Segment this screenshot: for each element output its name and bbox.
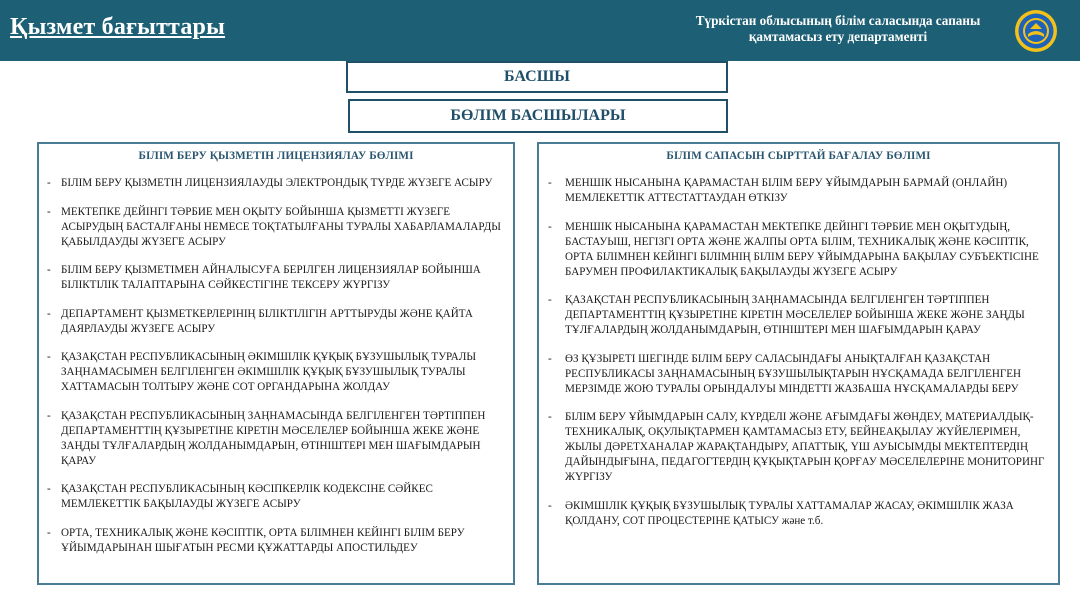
duty-text: ОРТА, ТЕХНИКАЛЫҚ ЖӘНЕ КӘСІПТІК, ОРТА БІЛІМНЕН КЕЙІНГІ БІЛІМ БЕРУ ҰЙЫМДАРЫНАН ШЫҒАТЫН РЕСМИ ҚҰЖАТТАРДЫ АПОСТИЛЬДЕУ: [61, 526, 465, 554]
list-item: [539, 220, 1058, 280]
duty-text: ДЕПАРТАМЕНТ ҚЫЗМЕТКЕРЛЕРІНІҢ БІЛІКТІЛІГІН АРТТЫРУДЫ ЖӘНЕ ҚАЙТА ДАЯРЛАУДЫ ЖҮЗЕГЕ АСЫРУ: [61, 307, 473, 335]
bullet-dash: -: [47, 351, 51, 363]
licensing-duties-list: [39, 176, 513, 556]
department-name: [684, 13, 992, 45]
bullet-dash: -: [47, 264, 51, 276]
bullet-dash: -: [47, 177, 51, 189]
duty-text: МЕНШІК НЫСАНЫНА ҚАРАМАСТАН БІЛІМ БЕРУ ҰЙЫМДАРЫН БАРМАЙ (ОНЛАЙН) МЕМЛЕКЕТТІК АТТЕСТАТТАУДАН ӨТКІЗУ: [565, 177, 1008, 204]
bullet-dash: -: [47, 526, 51, 539]
duty-text: БІЛІМ БЕРУ ҰЙЫМДАРЫН САЛУ, КҮРДЕЛІ ЖӘНЕ АҒЫМДАҒЫ ЖӨНДЕУ, МАТЕРИАЛДЫҚ-ТЕХНИКАЛЫҚ, ОҚУЛЫҚТАРМЕН ҚАМТАМАСЫЗ ЕТУ, БЕЙНЕАҚЫЛАУ ЖҮЙЕЛЕРІМЕН, ЖЫЛЫ ДӘРЕТХАНАЛАР ЖАРАҚТАНДЫРУ, АПАТТЫҚ, ҮШ АУЫСЫМДЫ МЕКТЕПТЕРДІҢ ДАЙЫНДЫҒЫНА, ПЕДАГОГТЕРДІҢ ҚҰҚЫҚТАРЫН ҚОРҒАУ МӘСЕЛЕЛЕРІНЕ МОНИТОРИНГ ЖҮРГІЗУ: [565, 411, 1045, 483]
list-item: [39, 307, 513, 337]
quality-assessment-department-title: БІЛІМ САПАСЫН СЫРТТАЙ БАҒАЛАУ БӨЛІМІ: [666, 150, 931, 162]
bullet-dash: -: [548, 352, 552, 365]
bullet-dash: -: [47, 205, 51, 218]
header-bar: [0, 0, 1080, 61]
licensing-department-panel: [37, 142, 515, 585]
list-item: [39, 409, 513, 469]
duty-text: БІЛІМ БЕРУ ҚЫЗМЕТІН ЛИЦЕНЗИЯЛАУДЫ ЭЛЕКТРОНДЫҚ ТҮРДЕ ЖҮЗЕГЕ АСЫРУ: [61, 177, 493, 189]
list-item: [539, 499, 1058, 529]
list-item: [39, 263, 513, 293]
head-role-box: БАСШЫ: [346, 61, 728, 93]
list-item: [39, 176, 513, 191]
bullet-dash: -: [548, 177, 552, 189]
list-item: [39, 350, 513, 395]
list-item: [539, 410, 1058, 485]
quality-assessment-duties-list: [539, 176, 1058, 529]
duty-text: ӨЗ ҚҰЗЫРЕТІ ШЕГІНДЕ БІЛІМ БЕРУ САЛАСЫНДАҒЫ АНЫҚТАЛҒАН ҚАЗАҚСТАН РЕСПУБЛИКАСЫ ЗАҢНАМАСЫНЫҢ БҰЗУШЫЛЫҚТАРЫН НҰСҚАМАДА БЕЛГІЛЕНГЕН МЕРЗІМДЕ ЖОЮ ТУРАЛЫ ОРЫНДАЛУЫ МІНДЕТТІ ЖАЗБАША НҰСҚАМАЛАРДЫ БЕРУ: [565, 352, 1022, 395]
list-item: [39, 482, 513, 512]
bullet-dash: -: [548, 220, 552, 233]
department-heads-role-box: БӨЛІМ БАСШЫЛАРЫ: [348, 99, 728, 133]
department-name-line-1: Түркістан облысының білім саласында сапаны: [695, 13, 981, 28]
list-item: [39, 205, 513, 250]
bullet-dash: -: [548, 411, 552, 423]
list-item: [39, 526, 513, 556]
duty-text: ҚАЗАҚСТАН РЕСПУБЛИКАСЫНЫҢ ӘКІМШІЛІК ҚҰҚЫҚ БҰЗУШЫЛЫҚ ТУРАЛЫ ЗАҢНАМАСЫМЕН БЕЛГІЛЕНГЕН ӘКІМШІЛІК ҚҰҚЫҚ БҰЗУШЫЛЫҚ ТУРАЛЫ ХАТТАМАСЫН ТОЛТЫРУ ЖӘНЕ СОТ ОРГАНДАРЫНА ЖОЛДАУ: [61, 351, 477, 393]
licensing-department-title: БІЛІМ БЕРУ ҚЫЗМЕТІН ЛИЦЕНЗИЯЛАУ БӨЛІМІ: [138, 150, 414, 162]
bullet-dash: -: [47, 483, 51, 495]
list-item: [539, 176, 1058, 206]
duty-text: ӘКІМШІЛІК ҚҰҚЫҚ БҰЗУШЫЛЫҚ ТУРАЛЫ ХАТТАМАЛАР ЖАСАУ, ӘКІМШІЛІК ЖАЗА ҚОЛДАНУ, СОТ ПРОЦЕСТЕРІНЕ ҚАТЫСУ және т.б.: [565, 499, 1014, 527]
department-name-line-2: қамтамасыз ету департаменті: [748, 29, 928, 44]
duty-text: ҚАЗАҚСТАН РЕСПУБЛИКАСЫНЫҢ ЗАҢНАМАСЫНДА БЕЛГІЛЕНГЕН ТӘРТІППЕН ДЕПАРТАМЕНТТІҢ ҚҰЗЫРЕТІНЕ КІРЕТІН МӘСЕЛЕЛЕР БОЙЫНША ЖЕКЕ ЖӘНЕ ЗАҢДЫ ТҰЛҒАЛАРДЫҢ ЖОЛДАНЫМДАРЫН, ӨТІНІШТЕРІ МЕН ШАҒЫМДАРЫН ҚАРАУ: [565, 294, 1025, 336]
emblem-icon: [1014, 9, 1058, 53]
page-title: Қызмет бағыттары: [10, 14, 226, 40]
bullet-dash: -: [548, 294, 552, 306]
bullet-dash: -: [47, 409, 51, 422]
quality-assessment-department-panel: [537, 142, 1060, 585]
bullet-dash: -: [548, 499, 552, 512]
duty-text: ҚАЗАҚСТАН РЕСПУБЛИКАСЫНЫҢ ЗАҢНАМАСЫНДА БЕЛГІЛЕНГЕН ТӘРТІППЕН ДЕПАРТАМЕНТТІҢ ҚҰЗЫРЕТІНЕ КІРЕТІН МӘСЕЛЕЛЕР БОЙЫНША ЖЕКЕ ЖӘНЕ ЗАҢДЫ ТҰЛҒАЛАРДЫҢ ЖОЛДАНЫМДАРЫН, ӨТІНІШТЕРІ МЕН ШАҒЫМДАРЫН ҚАРАУ: [61, 409, 486, 467]
bullet-dash: -: [47, 307, 51, 320]
duty-text: БІЛІМ БЕРУ ҚЫЗМЕТІМЕН АЙНАЛЫСУҒА БЕРІЛГЕН ЛИЦЕНЗИЯЛАР БОЙЫНША БІЛІКТІЛІК ТАЛАПТАРЫНА СӘЙКЕСТІГІНЕ ТЕКСЕРУ ЖҮРГІЗУ: [61, 264, 481, 291]
duty-text: ҚАЗАҚСТАН РЕСПУБЛИКАСЫНЫҢ КӘСІПКЕРЛІК КОДЕКСІНЕ СӘЙКЕС МЕМЛЕКЕТТІК БАҚЫЛАУДЫ ЖҮЗЕГЕ АСЫРУ: [61, 483, 433, 510]
list-item: [539, 293, 1058, 338]
duty-text: МЕНШІК НЫСАНЫНА ҚАРАМАСТАН МЕКТЕПКЕ ДЕЙІНГІ ТӘРБИЕ МЕН ОҚЫТУДЫҢ, БАСТАУЫШ, НЕГІЗГІ ОРТА ЖӘНЕ ЖАЛПЫ ОРТА БІЛІМ, ТЕХНИКАЛЫҚ ЖӘНЕ КӘСІПТІК, ОРТА БІЛІМНЕН КЕЙІНГІ БІЛІМНІҢ БІЛІМ БЕРУ ҰЙЫМДАРЫНА БАҚЫЛАУ СУБЪЕКТІСІНЕ БАРУМЕН ПРОФИЛАКТИКАЛЫҚ БАҚЫЛАУДЫ ЖҮЗЕГЕ АСЫРУ: [565, 220, 1039, 278]
list-item: [539, 352, 1058, 397]
duty-text: МЕКТЕПКЕ ДЕЙІНГІ ТӘРБИЕ МЕН ОҚЫТУ БОЙЫНША ҚЫЗМЕТТІ ЖҮЗЕГЕ АСЫРУДЫҢ БАСТАЛҒАНЫ НЕМЕСЕ ТОҚТАТЫЛҒАНЫ ТУРАЛЫ ХАБАРЛАМАЛАРДЫ ҚАБЫЛДАУДЫ ЖҮЗЕГЕ АСЫРУ: [61, 205, 501, 248]
